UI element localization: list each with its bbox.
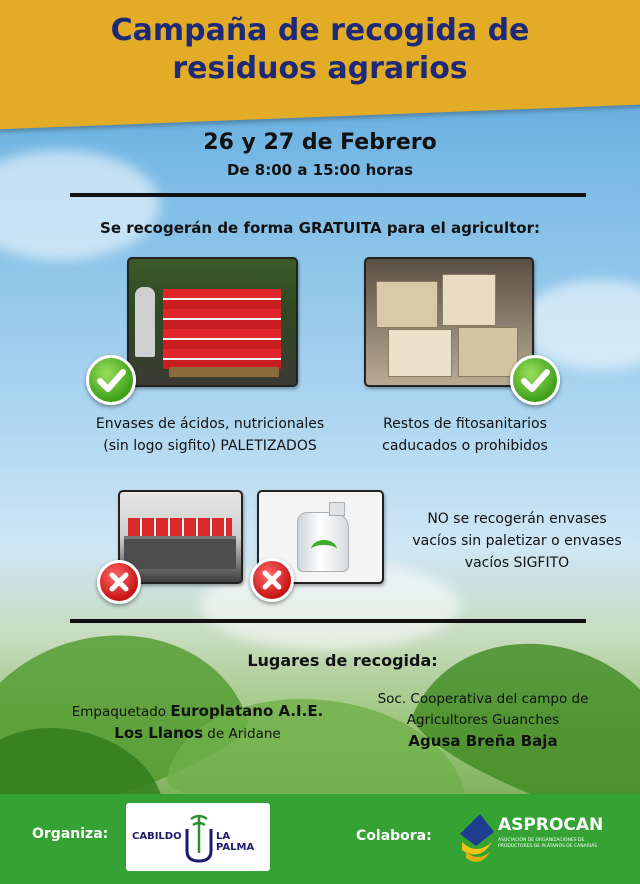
no-badge-2 (250, 558, 294, 602)
ok-badge-1 (86, 355, 136, 405)
not-collected-line-1: NO se recogerán envases (427, 511, 607, 527)
event-date: 26 y 27 de Febrero (203, 130, 437, 155)
collected-item-1-line-2: (sin logo sigfito) PALETIZADOS (103, 438, 317, 454)
asprocan-subtitle: ASOCIACIÓN DE ORGANIZACIONES DE PRODUCTORES DE PLÁTANOS DE CANARIAS (498, 838, 598, 849)
place-2-line-3: Agusa Breña Baja (408, 732, 558, 750)
collected-item-2-line-2: caducados o prohibidos (382, 438, 548, 454)
box (376, 281, 438, 328)
cabildo-logo-icon (181, 809, 217, 865)
colabora-label: Colabora: (356, 828, 432, 844)
cabildo-left-text: CABILDO (132, 831, 182, 842)
pallet-photo (127, 257, 298, 387)
place-1-town: Los Llanos (114, 724, 204, 742)
boxes-photo (364, 257, 534, 387)
organiza-label: Organiza: (32, 826, 109, 842)
not-collected-text (392, 508, 640, 574)
pallet-containers (163, 289, 281, 369)
truck-load (128, 518, 232, 536)
collected-subtitle: Se recogerán de forma GRATUITA para el agricultor: (100, 219, 540, 237)
truck-bed (124, 536, 236, 569)
place-guanches (357, 689, 609, 753)
divider-bottom (70, 619, 586, 623)
not-collected-line-2: vacíos sin paletizar o envases (412, 533, 622, 549)
collected-item-2-line-1: Restos de fitosanitarios (383, 416, 547, 432)
place-2-line-2: Agricultores Guanches (406, 712, 560, 728)
cabildo-logo (126, 803, 270, 871)
place-1-town-rest: de Aridane (203, 726, 281, 742)
person-figure (135, 287, 155, 357)
sigfito-mark (311, 540, 337, 559)
collected-item-2 (340, 413, 590, 457)
title-line-2: residuos agrarios (172, 51, 468, 86)
check-icon (89, 358, 133, 402)
title-line-1: Campaña de recogida de (110, 13, 530, 48)
ok-badge-2 (510, 355, 560, 405)
divider-top (70, 193, 586, 197)
poster-title (0, 12, 640, 88)
cross-icon (253, 561, 291, 599)
not-collected-line-3: vacíos SIGFITO (464, 555, 570, 571)
asprocan-logo (458, 812, 608, 868)
box (442, 274, 496, 326)
place-europlatano (55, 701, 340, 745)
jug-cap (329, 502, 345, 516)
pallet-base (169, 367, 279, 377)
check-icon (513, 358, 557, 402)
box (458, 327, 518, 377)
collected-item-1 (60, 413, 360, 457)
places-title: Lugares de recogida: (247, 651, 438, 670)
cabildo-right-text: LA PALMA (216, 831, 255, 853)
event-hours: De 8:00 a 15:00 horas (226, 161, 414, 179)
no-badge-1 (97, 560, 141, 604)
asprocan-banana-icon (458, 812, 496, 864)
box (388, 329, 452, 377)
asprocan-name: ASPROCAN (498, 815, 604, 835)
cross-icon (100, 563, 138, 601)
place-2-line-1: Soc. Cooperativa del campo de (377, 691, 589, 707)
place-1-prefix: Empaquetado (71, 704, 171, 720)
collected-item-1-line-1: Envases de ácidos, nutricionales (95, 416, 325, 432)
place-1-name: Europlatano A.I.E. (170, 702, 324, 720)
